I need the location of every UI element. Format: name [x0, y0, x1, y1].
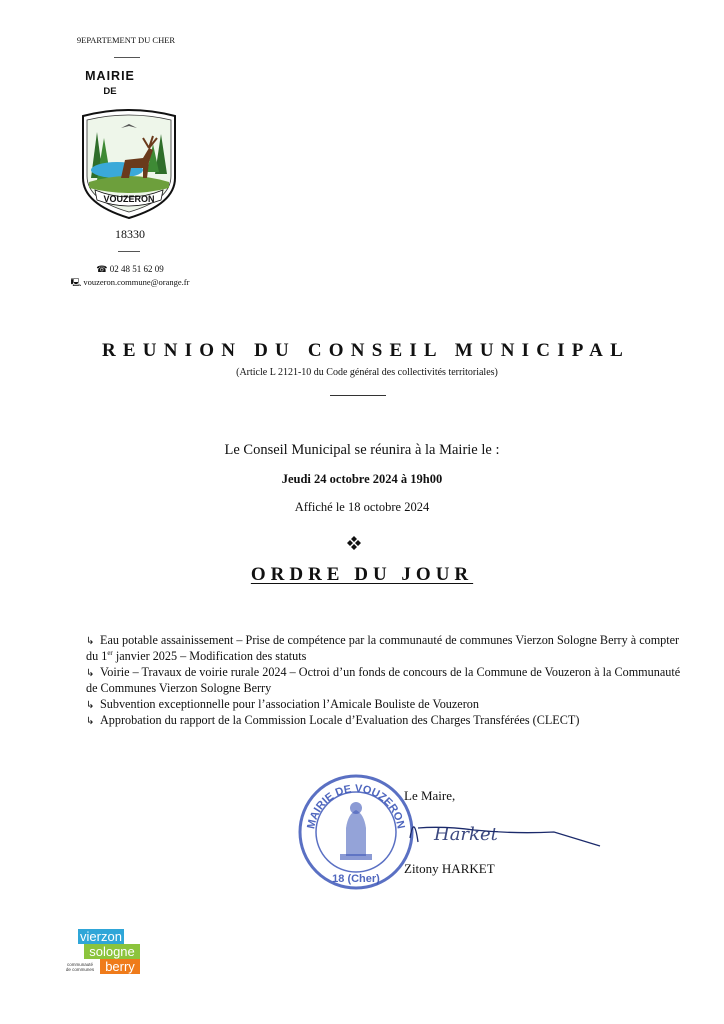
department-label: 9EPARTEMENT DU CHER [76, 35, 176, 45]
vierzon-sologne-berry-logo [60, 928, 144, 976]
logo-caption1: communauté [66, 962, 94, 967]
crest-banner-text: VOUZERON [103, 194, 155, 204]
mayor-name: Zitony HARKET [404, 861, 495, 876]
signature-title: Le Maire, [404, 788, 456, 803]
agenda-heading [0, 564, 724, 586]
arrow-icon: ↳ [86, 716, 95, 728]
signature-script: Harket [434, 824, 498, 845]
logo-line2: sologne [89, 944, 135, 959]
agenda-item: ↳ Subvention exceptionnelle pour l’association l’Amicale Bouliste de Vouzeron [86, 697, 686, 713]
handwritten-signature [404, 808, 604, 860]
logo-caption2: de communes [65, 967, 95, 972]
meeting-date: Jeudi 24 octobre 2024 à 19h00 [281, 472, 443, 486]
postal-divider [118, 251, 140, 252]
title-divider [330, 395, 386, 396]
logo-line1: vierzon [80, 929, 122, 944]
stamp-bottom-text: 18 (Cher) [332, 873, 380, 885]
mairie-stamp [296, 770, 416, 892]
phone-icon: ☎ [96, 264, 108, 274]
de-label: DE [103, 86, 117, 97]
meeting-intro: Le Conseil Municipal se réunira à la Mairie le : [224, 442, 500, 458]
computer-icon: 🖳 [70, 278, 82, 287]
article-reference: (Article L 2121-10 du Code général des collectivités territoriales) [236, 367, 498, 378]
mairie-label: MAIRIE [85, 69, 135, 83]
header-divider [114, 57, 140, 58]
arrow-icon: ↳ [86, 667, 95, 679]
diamond-ornament-icon [346, 535, 362, 551]
logo-line3: berry [105, 959, 135, 974]
phone-number: 02 48 51 62 09 [109, 264, 164, 274]
stamp-top-text: MAIRIE DE VOUZERON [305, 782, 407, 830]
agenda-list [86, 633, 686, 729]
posted-date: Affiché le 18 octobre 2024 [294, 500, 430, 514]
arrow-icon: ↳ [86, 699, 95, 711]
phone-line [60, 264, 200, 275]
agenda-item: ↳ Eau potable assainissement – Prise de compétence par la communauté de communes Vierzon Sologne Berry à compter du 1er janvier 2025 – Modification des statuts [86, 633, 680, 664]
arrow-icon: ↳ [86, 636, 95, 647]
agenda-item: ↳ Voirie – Travaux de voirie rurale 2024 – Octroi d’un fonds de concours de la Commune de Vouzeron à la Communauté de Communes Vierzon Sologne Berry [86, 664, 681, 696]
email-line [40, 277, 220, 291]
agenda-heading-text: ORDRE DU JOUR [250, 564, 474, 585]
page-title: REUNION DU CONSEIL MUNICIPAL [102, 340, 630, 361]
vouzeron-crest-logo [77, 108, 181, 220]
email-address: vouzeron.commune@orange.fr [83, 277, 190, 287]
postal-code: 18330 [115, 227, 145, 241]
agenda-item: ↳ Approbation du rapport de la Commission Locale d’Evaluation des Charges Transférées (CLECT) [86, 713, 686, 729]
